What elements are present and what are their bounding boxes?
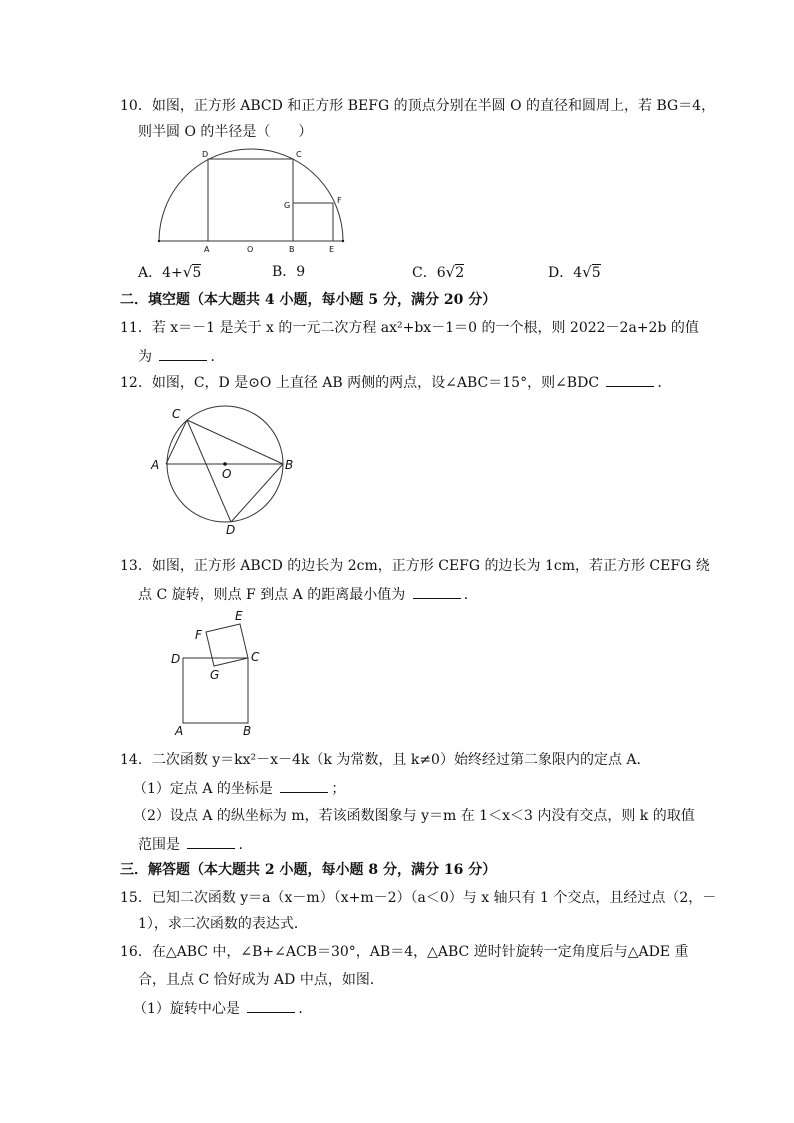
q13-line1: 13．如图，正方形 ABCD 的边长为 2cm，正方形 CEFG 的边长为 1cm，若正方形 CEFG 绕 [120, 558, 710, 574]
q10-option-b: B．9 [272, 264, 306, 280]
section3-heading: 三．解答题（本大题共 2 小题，每小题 8 分，满分 16 分） [120, 862, 497, 878]
q13-label-a: A [175, 724, 184, 738]
q10-figure [150, 145, 350, 260]
q16-part1-blank [247, 998, 295, 1013]
q16-line1: 16．在△ABC 中，∠B+∠ACB＝30°，AB＝4，△ABC 逆时针旋转一定角度后与△ADE 重 [120, 944, 689, 960]
q13-label-d: D [171, 652, 181, 666]
q10-option-d: D．4√5 [548, 263, 601, 281]
q14-part2-line2: 范围是 ． [138, 834, 252, 855]
q14-part1: （1）定点 A 的坐标是 ； [133, 778, 345, 799]
q11-line1: 11．若 x＝－1 是关于 x 的一元二次方程 ax²+bx－1＝0 的一个根，则 2022－2a+2b 的值 [120, 320, 699, 336]
q15-line1: 15．已知二次函数 y＝a（x－m）（x+m－2）（a＜0）与 x 轴只有 1 个交点，且经过点（2，－ [120, 890, 717, 906]
q15-line2: 1），求二次函数的表达式． [138, 916, 308, 932]
q10-label-d: D [202, 150, 209, 159]
q14-part2-line1: （2）设点 A 的纵坐标为 m，若该函数图象与 y＝m 在 1＜x＜3 内没有交点，则 k 的取值 [133, 808, 695, 824]
q16-part1: （1）旋转中心是 ． [133, 998, 312, 1019]
q11-answer-blank [159, 346, 207, 361]
q10-label-e: E [329, 245, 335, 254]
q12-figure [145, 400, 310, 540]
q14-part1-blank [280, 778, 328, 793]
q13-answer-blank [413, 584, 461, 599]
q11-line2: 为 ． [138, 346, 224, 367]
q10-line1: 10．如图，正方形 ABCD 和正方形 BEFG 的顶点分别在半圆 O 的直径和圆周上，若 BG＝4， [120, 98, 716, 114]
q13-label-c: C [251, 650, 260, 664]
q10-label-a: A [204, 245, 210, 254]
q13-figure [165, 605, 275, 740]
q12-label-o: O [222, 467, 232, 481]
q10-option-c: C．6√2 [412, 263, 465, 281]
q16-line2: 合，且点 C 恰好成为 AD 中点，如图． [138, 972, 384, 988]
q14-line1: 14．二次函数 y＝kx²－x－4k（k 为常数，且 k≠0）始终经过第二象限内的定点 A． [120, 752, 651, 768]
q10-label-g: G [284, 201, 291, 210]
q10-label-f: F [337, 196, 342, 205]
q12-label-c: C [172, 407, 181, 421]
q12-answer-blank [606, 372, 654, 387]
q10-label-b: B [289, 245, 295, 254]
q13-label-b: B [243, 724, 252, 738]
q12-label-d: D [226, 523, 236, 537]
q10-label-o: O [247, 245, 254, 254]
q10-option-a: A．4+√5 [138, 263, 202, 281]
q14-part2-blank [187, 834, 235, 849]
q12-line1: 12．如图，C，D 是⊙O 上直径 AB 两侧的两点，设∠ABC＝15°，则∠BDC ． [120, 372, 671, 393]
q10-line2: 则半圆 O 的半径是（ ） [138, 124, 313, 140]
q12-label-b: B [285, 458, 294, 472]
q13-label-g: G [210, 668, 220, 682]
section2-heading: 二．填空题（本大题共 4 小题，每小题 5 分，满分 20 分） [120, 292, 497, 308]
q13-label-f: F [195, 628, 202, 642]
q13-label-e: E [235, 609, 243, 623]
q12-label-a: A [151, 458, 160, 472]
q13-line2: 点 C 旋转，则点 F 到点 A 的距离最小值为 ． [138, 584, 478, 605]
q10-label-c: C [296, 150, 302, 159]
